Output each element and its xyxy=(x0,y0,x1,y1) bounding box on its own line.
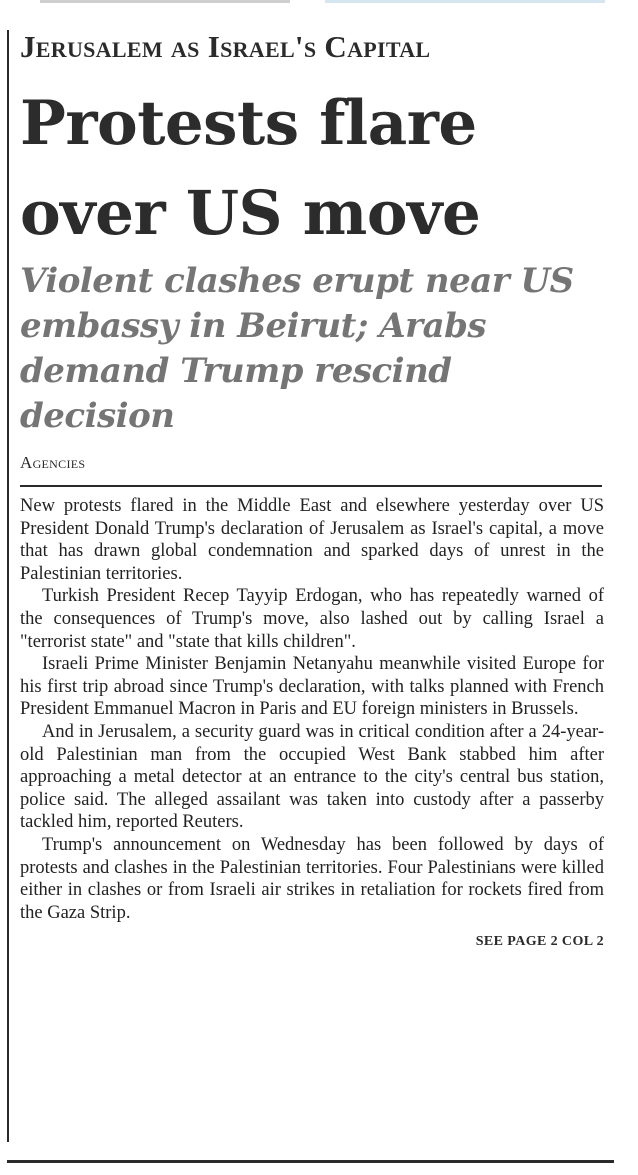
top-border-fragment-right xyxy=(325,0,605,3)
article-byline: Agencies xyxy=(20,453,86,472)
article-paragraph-5: Trump's announcement on Wednesday has been followed by days of protests and clashes in the Palestinian territories. Four Palestinians were killed either in clashes or from Israeli air strikes in retaliation for rockets fired from the Gaza Strip. xyxy=(20,834,604,923)
article-paragraph-2: Turkish President Recep Tayyip Erdogan, who has repeatedly warned of the consequences of Trump's move, also lashed out by calling Israel a "terrorist state" and "state that kills children". xyxy=(20,586,604,652)
article-subheadline: Violent clashes erupt near US embassy in Beirut; Arabs demand Trump rescind decision xyxy=(20,261,574,436)
article-paragraph-4: And in Jerusalem, a security guard was in critical condition after a 24-year-old Palestinian man from the occupied West Bank stabbed him after approaching a metal detector at an entrance to the city's central bus station, police said. The alleged assailant was taken into custody after a passerby tackled him, reported Reuters. xyxy=(20,721,604,833)
article-paragraph-1: New protests flared in the Middle East and elsewhere yesterday over US President Donald Trump's declaration of Jerusalem as Israel's capital, a move that has drawn global condemnation and sparked days of unrest in the Palestinian territories. xyxy=(20,496,604,584)
news-article xyxy=(20,25,604,950)
byline-divider xyxy=(20,485,602,487)
column-left-rule xyxy=(7,30,9,1142)
bottom-rule xyxy=(7,1160,614,1163)
article-paragraph-3: Israeli Prime Minister Benjamin Netanyahu meanwhile visited Europe for his first trip abroad since Trump's declaration, with talks planned with French President Emmanuel Macron in Paris and EU foreign ministers in Brussels. xyxy=(20,654,604,720)
article-headline: Protests flare over US move xyxy=(20,88,481,249)
article-kicker: Jerusalem as Israel's Capital xyxy=(20,29,431,64)
continuation-reference: SEE PAGE 2 COL 2 xyxy=(475,934,604,950)
article-body xyxy=(20,495,604,924)
top-border-fragment xyxy=(40,0,290,3)
